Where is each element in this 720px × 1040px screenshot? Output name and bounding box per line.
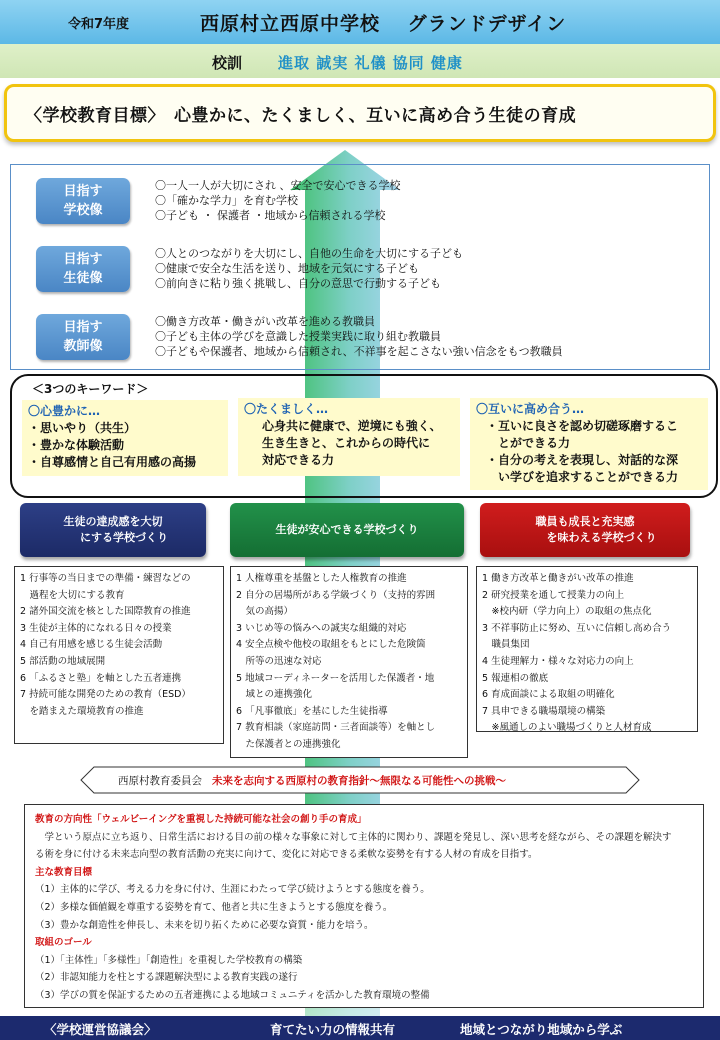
direction-body: る術を身に付ける未来志向型の教育活動の充実に向けて、変化に対応できる柔軟な姿勢を有する人材の育成を目指す。	[35, 849, 538, 861]
list-item: 職員集団	[482, 639, 530, 651]
keyword-item: ・互いに良さを認め切磋琢磨するこ	[486, 419, 679, 433]
board-of-education-banner	[80, 766, 640, 794]
list-item: 6 育成面談による取組の明確化	[482, 689, 615, 701]
list-item: 気の高揚）	[236, 606, 294, 618]
keyword-kindness	[22, 400, 228, 476]
ideal-line: 〇健康で安全な生活を送り、地域を元気にする子ども	[155, 262, 419, 275]
list-item: 6 「凡事徹底」を基にした生徒指導	[236, 705, 388, 717]
keywords-title: ＜3つのキーワード＞	[32, 382, 149, 396]
list-item: 5 報連相の徹底	[482, 672, 549, 684]
ideal-line: 〇子どもや保護者、地域から信頼され、不祥事を起こさない強い信念をもつ教職員	[155, 345, 563, 358]
footer-info-share: 育てたい力の情報共有	[270, 1022, 396, 1037]
ideal-label-line: 目指す	[63, 184, 103, 199]
efforts-heading: 取組のゴール	[35, 937, 92, 949]
list-item: 1 行事等の当日までの準備・練習などの	[20, 573, 191, 584]
list-item: 6 「ふるさと塾」を軸とした五者連携	[20, 672, 182, 684]
list-item: 4 生徒理解力・様々な対応力の向上	[482, 655, 634, 667]
keyword-item: ・豊かな体験活動	[28, 438, 125, 452]
motto-label: 校訓	[212, 54, 243, 72]
goals-heading: 主な教育目標	[35, 866, 93, 878]
list-item: 域との連携強化	[236, 689, 313, 701]
ideal-line: 〇働き方改革・働きがい改革を進める教職員	[155, 315, 375, 328]
list-item: 1 働き方改革と働きがい改革の推進	[482, 573, 634, 584]
list-item: 1 人権尊重を基盤とした人権教育の推進	[236, 573, 407, 584]
banner-text	[118, 773, 506, 788]
list-item: を踏まえた環境教育の推進	[20, 705, 144, 717]
ideal-student-lines	[155, 246, 463, 291]
list-item: 過程を大切にする教育	[20, 589, 125, 601]
keyword-item: 対応できる力	[262, 453, 335, 467]
pillar-3-list	[476, 566, 698, 732]
list-item: 2 諸外国交流を核とした国際教育の推進	[20, 606, 191, 618]
ideal-school-lines	[155, 178, 401, 223]
ideal-line: 〇「確かな学力」を育む学校	[155, 194, 298, 207]
list-item: 3 生徒が主体的になれる日々の授業	[20, 622, 172, 634]
ideal-teacher-label	[36, 314, 130, 360]
list-item: 3 不祥事防止に努め、互いに信頼し高め合う	[482, 622, 672, 634]
direction-body: 学という原点に立ち返り、日常生活における目の前の様々な事象に対して主体的に関わり、課題を発見し、深い思考を経ながら、その課題を解決す	[35, 831, 672, 843]
keyword-head: 〇たくましく…	[244, 402, 329, 416]
school-motto-bar	[0, 44, 720, 78]
keyword-item: ・自尊感情と自己有用感の高揚	[28, 455, 197, 469]
keyword-strength	[238, 398, 460, 476]
ideal-line: 〇一人一人が大切にされ 、安全で安心できる学校	[155, 179, 401, 192]
footer-community: 地域とつながり地域から学ぶ	[460, 1022, 623, 1037]
keyword-item: ・自分の考えを表現し、対話的な深	[486, 453, 679, 467]
ideal-line: 〇人とのつながりを大切にし、自他の生命を大切にする子ども	[155, 247, 463, 260]
pillar-1-list	[14, 566, 224, 744]
ideal-line: 〇子ども主体の学びを意識した授業実践に取り組む教職員	[155, 330, 441, 343]
list-item: 7 教育相談（家庭訪問・三者面談等）を軸とし	[236, 722, 436, 734]
footer-bar	[0, 1016, 720, 1040]
ideal-line: 〇子ども ・ 保護者 ・地域から信頼される学校	[155, 209, 386, 222]
effort-item: （3）学びの質を保証するための五者連携による地域コミュニティを活かした教育環境の整備	[35, 989, 430, 1001]
list-item: 5 部活動の地域展開	[20, 655, 106, 667]
education-direction-box	[24, 804, 704, 1008]
ideal-line: 〇前向きに粘り強く挑戦し、自分の意思で行動する子ども	[155, 277, 441, 290]
ideal-student-label	[36, 246, 130, 292]
list-item: 7 持続可能な開発のための教育（ESD）	[20, 689, 191, 701]
list-item: 3 いじめ等の悩みへの誠実な組織的対応	[236, 622, 407, 634]
effort-item: （1）「主体性」「多様性」「創造性」を重視した学校教育の構築	[35, 954, 303, 966]
goal-item: （2）多様な価値観を尊重する姿勢を育て、他者と共に生きようとする態度を養う。	[35, 901, 393, 913]
list-item: 2 研究授業を通して授業力の向上	[482, 589, 625, 601]
list-item: た保護者との連携強化	[236, 738, 341, 750]
ideal-label-line: 学校像	[63, 203, 103, 218]
keyword-item: とができる力	[486, 436, 571, 450]
direction-heading: 教育の方向性「ウェルビーイングを重視した持続可能な社会の創り手の育成」	[35, 814, 367, 825]
list-item: 5 地域コーディネーターを活用した保護者・地	[236, 672, 435, 684]
school-education-goal	[4, 84, 716, 142]
board-org: 西原村教育委員会	[118, 775, 202, 787]
ideal-label-line: 目指す	[63, 252, 103, 267]
keyword-mutual-growth	[470, 398, 708, 490]
keyword-head: 〇心豊かに…	[28, 404, 101, 418]
header-bar	[0, 0, 720, 44]
board-guideline: 未来を志向する西原村の教育指針～無限なる可能性への挑戦～	[212, 775, 506, 787]
list-item: ※校内研（学力向上）の取組の焦点化	[482, 606, 652, 618]
ideal-label-line: 生徒像	[63, 271, 103, 286]
list-item: 7 具申できる職場環境の構築	[482, 705, 606, 717]
keyword-item: ・思いやり（共生）	[28, 421, 137, 435]
page-title: 西原村立西原中学校 グランドデザイン	[200, 13, 567, 35]
pillar-student-safety: 生徒が安心できる学校づくり	[230, 503, 464, 557]
fiscal-year: 令和7年度	[68, 17, 130, 32]
pillar-student-achievement: 生徒の達成感を大切 にする学校づくり	[20, 503, 206, 557]
goal-item: （3）豊かな創造性を伸長し、未来を切り拓くために必要な資質・能力を培う。	[35, 919, 374, 931]
keyword-item: 生き生きと、これからの時代に	[262, 436, 431, 450]
goal-item: （1）主体的に学び、考える力を身に付け、生涯にわたって学び続けようとする態度を養う。	[35, 884, 430, 896]
ideal-label-line: 教師像	[63, 339, 103, 354]
motto-values: 進取 誠実 礼儀 協同 健康	[278, 54, 463, 72]
list-item: 4 安全点検や他校の取組をもとにした危険箇	[236, 639, 426, 651]
pillar-staff-growth: 職員も成長と充実感 を味わえる学校づくり	[480, 503, 690, 557]
pillar-2-list	[230, 566, 468, 758]
keyword-head: 〇互いに高め合う…	[476, 402, 585, 416]
list-item: 所等の迅速な対応	[236, 655, 322, 667]
list-item: ※風通しのよい職場づくりと人材育成	[482, 722, 652, 734]
ideal-teacher-lines	[155, 314, 563, 359]
keyword-item: い学びを追求することができる力	[486, 470, 679, 484]
goal-text: 〈学校教育目標〉 心豊かに、たくましく、互いに高め合う生徒の育成	[25, 106, 577, 126]
list-item: 4 自己有用感を感じる生徒会活動	[20, 639, 163, 651]
effort-item: （2）非認知能力を柱とする課題解決型による教育実践の遂行	[35, 972, 298, 984]
ideal-school-label	[36, 178, 130, 224]
list-item: 2 自分の居場所がある学級づくり（支持的雰囲	[236, 589, 436, 601]
footer-council: 〈学校運営協議会〉	[44, 1022, 157, 1037]
ideal-label-line: 目指す	[63, 320, 103, 335]
keyword-item: 心身共に健康で、逆境にも強く、	[262, 419, 442, 433]
